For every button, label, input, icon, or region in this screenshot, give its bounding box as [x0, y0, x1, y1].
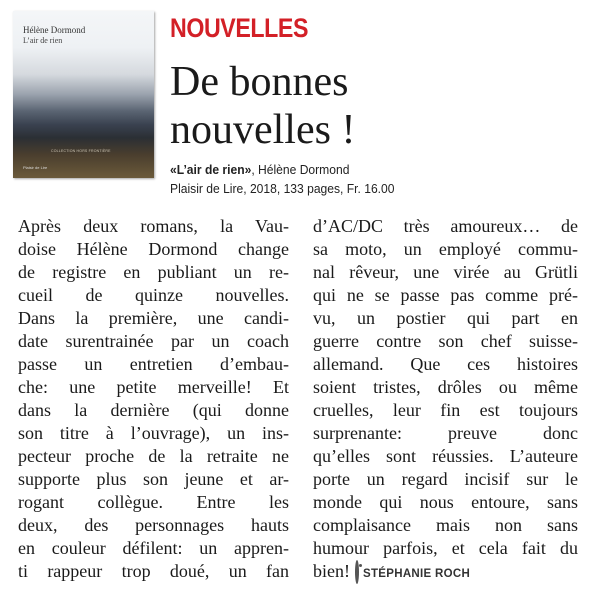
body-line: porte un regard incisif sur le	[313, 469, 578, 489]
body-line: complaisance mais non sans	[313, 515, 578, 535]
reviewer-circle-icon	[355, 560, 359, 584]
body-line: surprenante: preuve donc	[313, 423, 578, 443]
body-line: date surentrainée par un coach	[18, 331, 289, 351]
cover-title: L’air de rien	[23, 36, 63, 45]
body-line: en couleur défilent: un appren-	[18, 538, 289, 558]
body-line: allemand. Que ces histoires	[313, 354, 578, 374]
body-line: humour parfois, et cela fait du	[313, 538, 578, 558]
body-line: deux, des personnages hauts	[18, 515, 289, 535]
body-line: guerre contre son chef suisse-	[313, 331, 578, 351]
body-line: soient tristes, drôles ou même	[313, 377, 578, 397]
body-line: pecteur proche de la retraite ne	[18, 446, 289, 466]
body-line: supporte plus son jeune et ar-	[18, 469, 289, 489]
body-line: qui ne se passe pas comme pré-	[313, 285, 578, 305]
body-line: de registre en publiant un re-	[18, 262, 289, 282]
body-line: d’AC/DC très amoureux… de	[313, 216, 578, 236]
body-line: vu, un postier qui part en	[313, 308, 578, 328]
cover-publisher: Plaisir de Lire	[23, 165, 48, 170]
cover-author: Hélène Dormond	[23, 25, 86, 35]
body-line: nal rêveur, une virée au Grütli	[313, 262, 578, 282]
book-details: Plaisir de Lire, 2018, 133 pages, Fr. 16.00	[170, 181, 395, 196]
book-reference	[170, 160, 394, 198]
section-rubric: NOUVELLES	[170, 13, 309, 43]
headline-line: nouvelles !	[170, 107, 356, 153]
article-headline	[170, 58, 590, 154]
body-line: Après deux romans, la Vau-	[18, 216, 289, 236]
body-column-right	[313, 215, 578, 586]
body-line: Dans la première, une candi-	[18, 308, 289, 328]
body-column-left	[18, 215, 289, 583]
body-line: doise Hélène Dormond change	[18, 239, 289, 259]
body-line: che: une petite merveille! Et	[18, 377, 289, 397]
body-line: monde qui nous entoure, sans	[313, 492, 578, 512]
body-line: ti rappeur trop doué, un fan	[18, 561, 289, 581]
body-line: cruelles, leur fin est toujours	[313, 400, 578, 420]
body-line: rogant collègue. Entre les	[18, 492, 289, 512]
book-title: «L’air de rien»	[170, 162, 252, 177]
body-line: cueil de quinze nouvelles.	[18, 285, 289, 305]
body-line: passe un entretien d’embau-	[18, 354, 289, 374]
body-last-line	[313, 560, 578, 586]
body-end: bien!	[313, 561, 350, 581]
reviewer-signature: STÉPHANIE ROCH	[362, 568, 471, 580]
body-line: qu’elles sont réussies. L’auteure	[313, 446, 578, 466]
headline-line: De bonnes	[170, 59, 349, 105]
body-line: son titre à l’ouvrage), un ins-	[18, 423, 289, 443]
body-line: dans la dernière (qui donne	[18, 400, 289, 420]
body-line: sa moto, un employé commu-	[313, 239, 578, 259]
book-author: , Hélène Dormond	[251, 162, 350, 177]
book-cover	[13, 11, 154, 178]
cover-collection: COLLECTION HORS FRONTIÈRE	[51, 149, 111, 153]
